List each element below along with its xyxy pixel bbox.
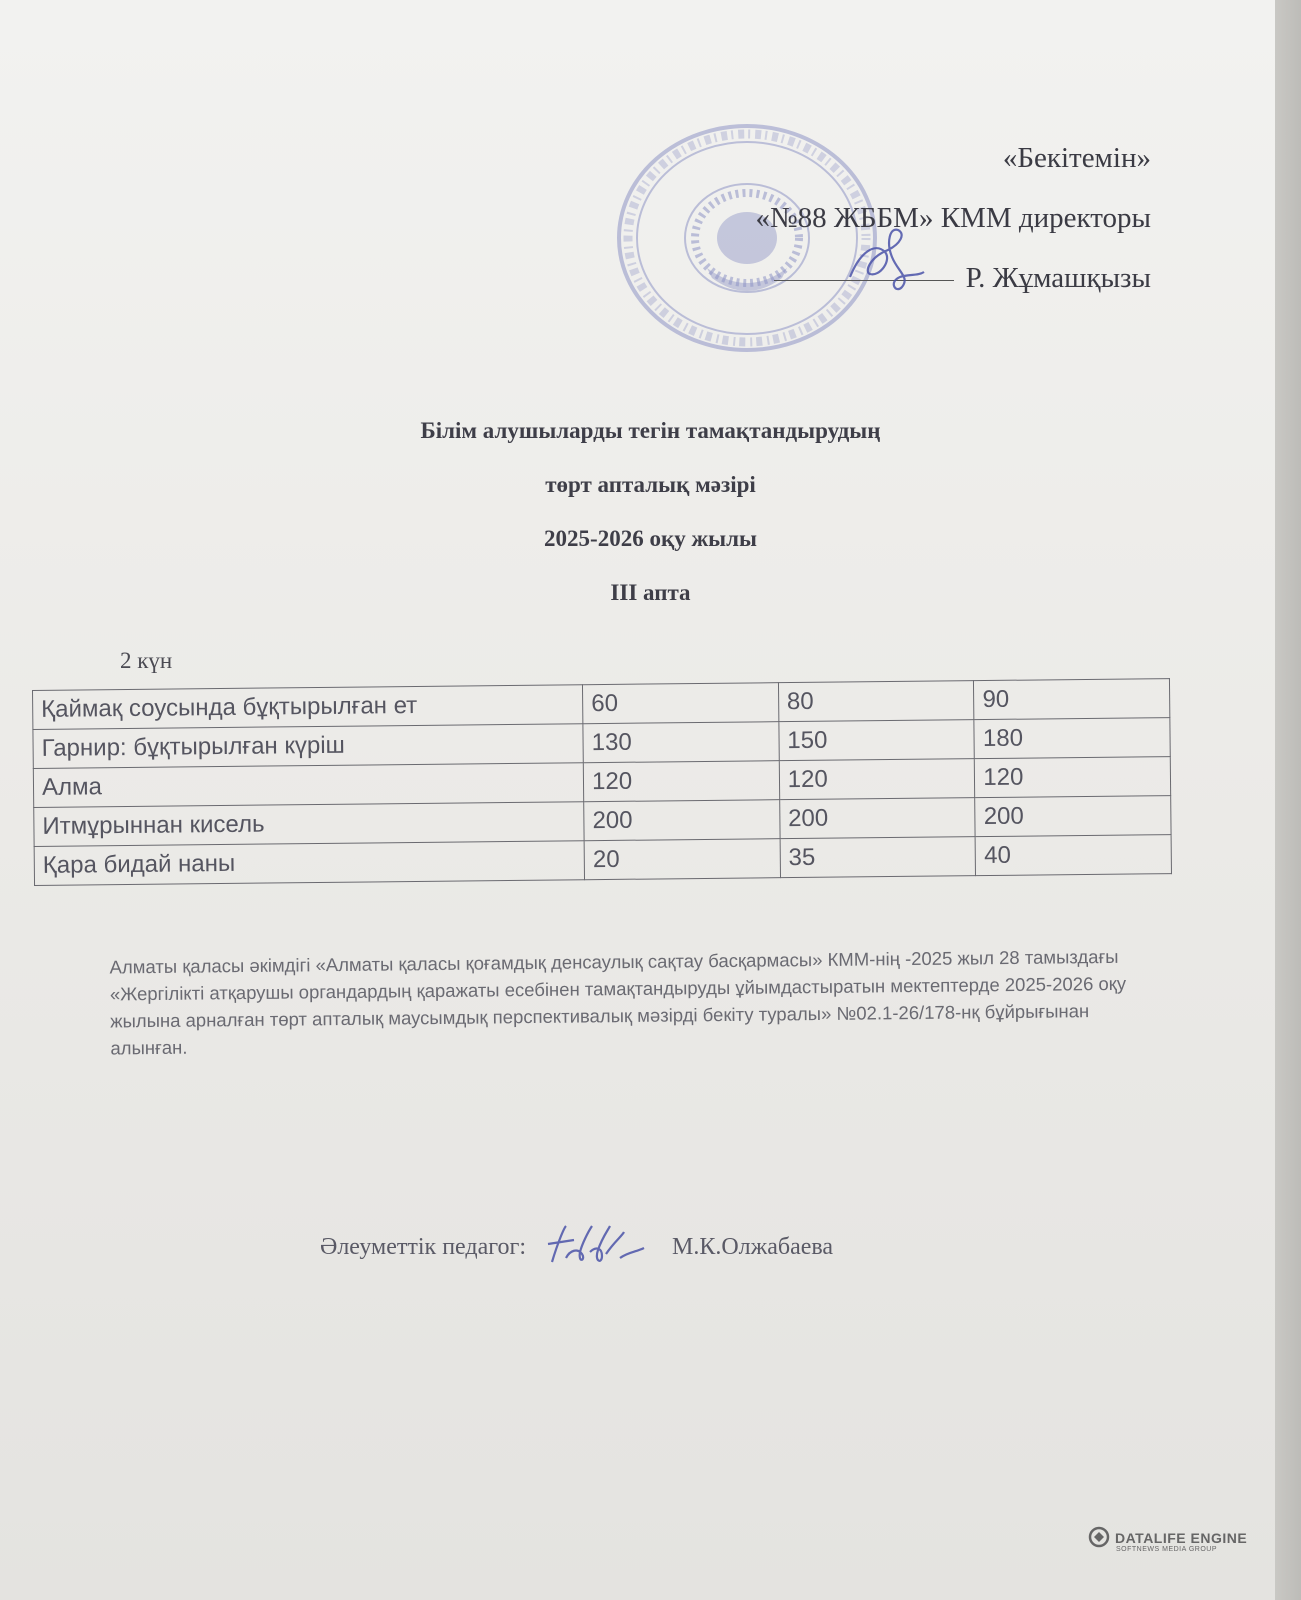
portion-cell-3: 40 [975, 835, 1171, 876]
portion-cell-3: 90 [974, 679, 1170, 720]
approval-block [755, 128, 1151, 308]
portion-cell-2: 35 [780, 837, 976, 878]
watermark-sub: SOFTNEWS MEDIA GROUP [1116, 1546, 1218, 1553]
dish-name-cell: Итмұрыннан кисель [34, 802, 584, 847]
footer-signature-block [320, 1222, 833, 1268]
portion-cell-1: 60 [583, 683, 779, 724]
portion-cell-1: 130 [583, 722, 779, 763]
menu-table-body [33, 679, 1172, 886]
page-edge [1275, 0, 1301, 1600]
pedagogue-signature [544, 1222, 654, 1268]
footer-name: М.К.Олжабаева [672, 1234, 834, 1260]
title-line-1: Білім алушыларды тегін тамақтандырудың [420, 418, 881, 443]
dish-name-cell: Гарнир: бұқтырылған күріш [33, 724, 583, 769]
director-signature [840, 222, 930, 302]
order-note: Алматы қаласы әкімдігі «Алматы қаласы қоғамдық денсаулық сақтау басқармасы» КММ-нің -2025 жыл 28 тамыздағы «Жергілікті атқарушы органдардың қаражаты есебінен тамақтандыруды ұйымдастыратын мектептерде 2025-2026 оқу жылына арналған төрт апталық маусымдық перспективалық мәзірді бекіту туралы» №02.1-26/178-нқ бұйрығынан алынған. [109, 945, 1127, 1059]
portion-cell-3: 120 [975, 757, 1171, 798]
title-line-4: III апта [610, 580, 691, 605]
approval-director [755, 248, 1151, 308]
dish-name-cell: Алма [33, 763, 583, 808]
director-name: Р. Жұмашқызы [965, 262, 1151, 294]
dish-name-cell: Қаймақ соусында бұқтырылған ет [33, 685, 583, 730]
portion-cell-2: 120 [779, 759, 975, 800]
approval-position: «№88 ЖББМ» КММ директоры [755, 202, 1151, 234]
portion-cell-1: 20 [584, 839, 780, 880]
portion-cell-2: 80 [778, 681, 974, 722]
portion-cell-3: 180 [974, 718, 1170, 759]
title-line-3: 2025-2026 оқу жылы [544, 526, 757, 551]
portion-cell-2: 200 [779, 798, 975, 839]
portion-cell-1: 200 [584, 800, 780, 841]
portion-cell-2: 150 [779, 720, 975, 761]
dish-name-cell: Қара бидай наны [34, 841, 584, 886]
watermark [1088, 1526, 1247, 1553]
day-label: 2 күн [120, 648, 173, 673]
title-line-2: төрт апталық мәзірі [545, 472, 756, 497]
portion-cell-3: 200 [975, 796, 1171, 837]
datalife-logo-icon [1088, 1526, 1110, 1548]
watermark-main: DATALIFE ENGINE [1115, 1530, 1248, 1546]
portion-cell-1: 120 [583, 761, 779, 802]
footer-role: Әлеуметтік педагог: [320, 1234, 526, 1260]
approval-heading: «Бекітемін» [1002, 142, 1151, 174]
menu-table [32, 678, 1172, 886]
